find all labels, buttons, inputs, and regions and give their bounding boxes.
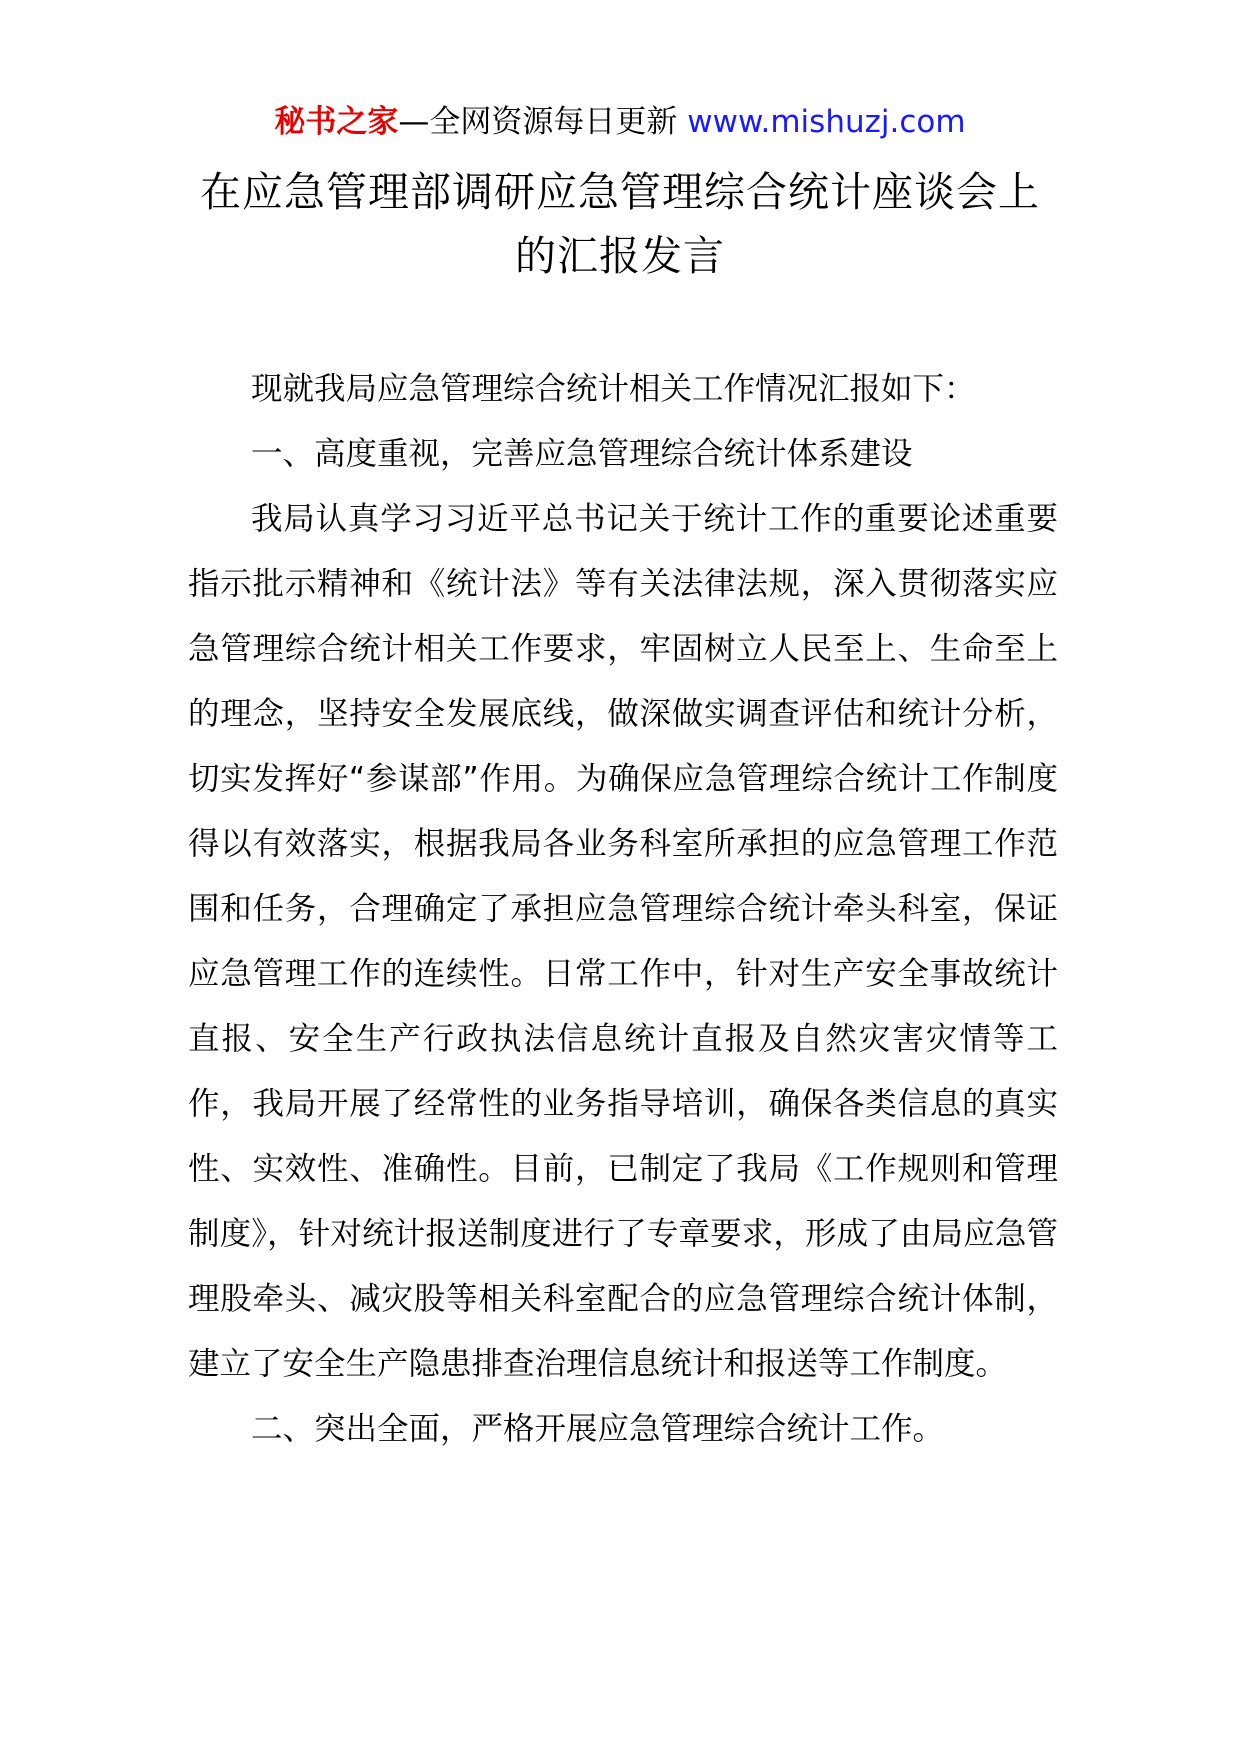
page-title	[150, 160, 1090, 288]
intro-paragraph: 现就我局应急管理综合统计相关工作情况汇报如下：	[251, 371, 976, 407]
watermark-header	[0, 100, 1240, 144]
document-body	[188, 357, 1058, 1462]
section-2-heading: 二、突出全面，严格开展应急管理综合统计工作。	[251, 1411, 945, 1447]
header-slogan: —全网资源每日更新	[398, 104, 688, 140]
title-line-1: 在应急管理部调研应急管理综合统计座谈会上	[200, 168, 1040, 216]
site-url-link[interactable]: www.mishuzj.com	[687, 104, 966, 140]
section-1-heading: 一、高度重视，完善应急管理综合统计体系建设	[251, 436, 913, 472]
title-line-2: 的汇报发言	[515, 232, 725, 280]
section-1-paragraph: 我局认真学习习近平总书记关于统计工作的重要论述重要指示批示精神和《统计法》等有关法律法规，深入贯彻落实应急管理综合统计相关工作要求，牢固树立人民至上、生命至上的理念，坚持安全发展底线，做深做实调查评估和统计分析，切实发挥好“参谋部”作用。为确保应急管理综合统计工作制度得以有效落实，根据我局各业务科室所承担的应急管理工作范围和任务，合理确定了承担应急管理综合统计牵头科室，保证应急管理工作的连续性。日常工作中，针对生产安全事故统计直报、安全生产行政执法信息统计直报及自然灾害灾情等工作，我局开展了经常性的业务指导培训，确保各类信息的真实性、实效性、准确性。目前，已制定了我局《工作规则和管理制度》，针对统计报送制度进行了专章要求，形成了由局应急管理股牵头、减灾股等相关科室配合的应急管理综合统计体制，建立了安全生产隐患排查治理信息统计和报送等工作制度。	[188, 501, 1058, 1382]
brand-name: 秘书之家	[274, 104, 399, 140]
